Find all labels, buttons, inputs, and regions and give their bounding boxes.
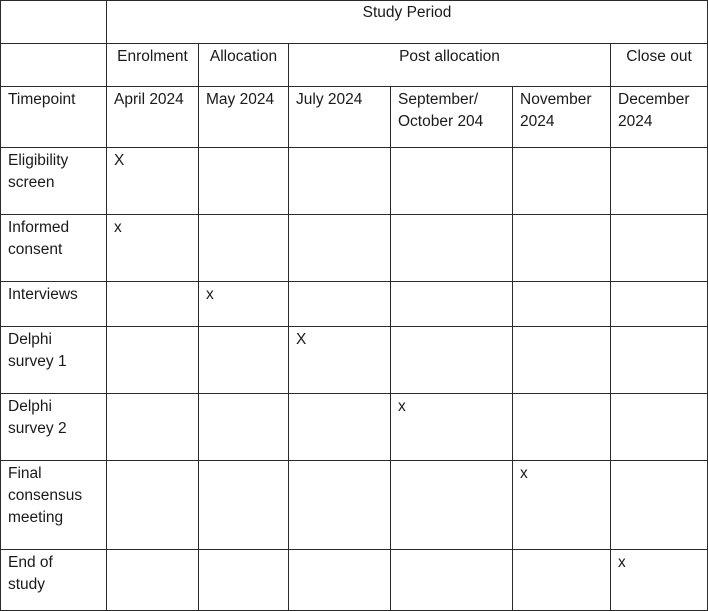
schedule-mark xyxy=(107,282,199,327)
schedule-mark: x xyxy=(107,215,199,282)
timepoint-label: Timepoint xyxy=(1,87,107,148)
phase-close-out: Close out xyxy=(611,44,708,87)
schedule-mark xyxy=(107,550,199,611)
schedule-mark xyxy=(391,215,513,282)
phase-post-allocation: Post allocation xyxy=(289,44,611,87)
schedule-mark xyxy=(513,282,611,327)
table-row xyxy=(1,394,708,461)
schedule-mark xyxy=(513,394,611,461)
table-row xyxy=(1,282,708,327)
schedule-mark: x xyxy=(611,550,708,611)
phase-allocation: Allocation xyxy=(199,44,289,87)
table-row xyxy=(1,215,708,282)
schedule-mark xyxy=(391,550,513,611)
schedule-mark xyxy=(611,148,708,215)
schedule-mark xyxy=(289,148,391,215)
timepoint-cell: May 2024 xyxy=(199,87,289,148)
schedule-mark: x xyxy=(199,282,289,327)
schedule-mark xyxy=(289,394,391,461)
schedule-mark xyxy=(199,394,289,461)
table-row xyxy=(1,461,708,550)
phase-label-cell xyxy=(1,44,107,87)
schedule-mark xyxy=(391,461,513,550)
schedule-mark xyxy=(289,215,391,282)
activity-label: End of study xyxy=(1,550,107,611)
schedule-mark xyxy=(611,461,708,550)
schedule-mark: x xyxy=(513,461,611,550)
timepoint-cell: April 2024 xyxy=(107,87,199,148)
table-row xyxy=(1,550,708,611)
schedule-mark xyxy=(513,550,611,611)
timepoint-cell: July 2024 xyxy=(289,87,391,148)
schedule-mark xyxy=(289,550,391,611)
schedule-mark xyxy=(199,461,289,550)
corner-cell xyxy=(1,1,107,44)
schedule-mark xyxy=(289,282,391,327)
schedule-mark xyxy=(513,327,611,394)
schedule-mark xyxy=(611,282,708,327)
table-row xyxy=(1,148,708,215)
schedule-mark xyxy=(199,327,289,394)
schedule-mark xyxy=(199,215,289,282)
schedule-mark xyxy=(391,148,513,215)
timepoint-cell: September/ October 204 xyxy=(391,87,513,148)
schedule-mark xyxy=(107,394,199,461)
phase-enrolment: Enrolment xyxy=(107,44,199,87)
schedule-mark xyxy=(289,461,391,550)
schedule-mark xyxy=(199,550,289,611)
schedule-mark: x xyxy=(391,394,513,461)
schedule-mark xyxy=(391,282,513,327)
activity-label: Interviews xyxy=(1,282,107,327)
study-period-header: Study Period xyxy=(107,1,708,44)
phase-row xyxy=(1,44,708,87)
schedule-mark xyxy=(611,327,708,394)
timepoint-row xyxy=(1,87,708,148)
schedule-mark xyxy=(611,215,708,282)
timepoint-cell: November 2024 xyxy=(513,87,611,148)
schedule-mark xyxy=(107,327,199,394)
timepoint-cell: December 2024 xyxy=(611,87,708,148)
activity-label: Delphi survey 2 xyxy=(1,394,107,461)
schedule-mark: X xyxy=(289,327,391,394)
study-period-row xyxy=(1,1,708,44)
activity-label: Eligibility screen xyxy=(1,148,107,215)
schedule-mark: X xyxy=(107,148,199,215)
schedule-mark xyxy=(199,148,289,215)
table-row xyxy=(1,327,708,394)
activity-label: Delphi survey 1 xyxy=(1,327,107,394)
schedule-mark xyxy=(107,461,199,550)
schedule-mark xyxy=(391,327,513,394)
activity-label: Informed consent xyxy=(1,215,107,282)
schedule-mark xyxy=(513,215,611,282)
schedule-mark xyxy=(513,148,611,215)
schedule-mark xyxy=(611,394,708,461)
activity-label: Final consensus meeting xyxy=(1,461,107,550)
